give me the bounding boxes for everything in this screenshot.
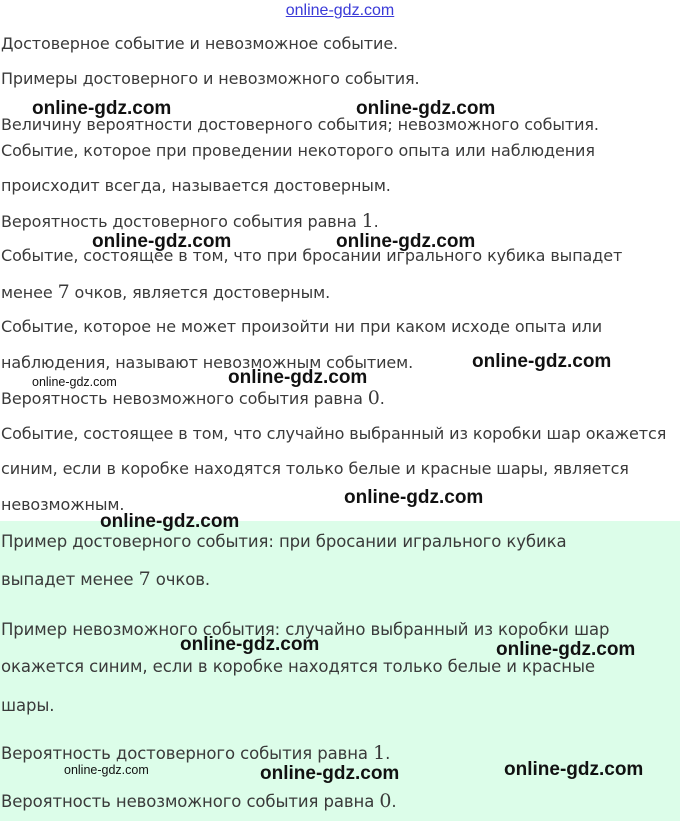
answer-text: Вероятность достоверного события равна (1, 744, 374, 763)
watermark: online-gdz.com (496, 639, 636, 660)
theory-line (1, 282, 330, 303)
math-number: 1 (373, 742, 386, 764)
watermark: online-gdz.com (180, 634, 320, 655)
answer-line (1, 743, 390, 764)
answer-line (1, 791, 397, 812)
theory-text: . (373, 212, 379, 231)
watermark: online-gdz.com (32, 98, 172, 119)
watermark: online-gdz.com (260, 763, 400, 784)
answer-line (1, 569, 210, 590)
watermark: online-gdz.com (356, 98, 496, 119)
answer-line: Пример невозможного события: случайно выбранный из коробки шар (1, 620, 610, 639)
theory-text: Вероятность достоверного события равна (1, 212, 362, 231)
theory-line (1, 388, 385, 409)
answer-text: . (385, 744, 391, 763)
theory-text: менее (1, 283, 58, 302)
theory-line: Событие, которое не может произойти ни при каком исходе опыта или (1, 317, 603, 336)
theory-line: Событие, состоящее в том, что случайно выбранный из коробки шар окажется (1, 424, 667, 443)
answer-text: Вероятность невозможного события равна (1, 792, 380, 811)
answer-text: очков. (150, 570, 211, 589)
theory-line: невозможным. (1, 495, 125, 514)
math-number: 7 (57, 281, 70, 303)
theory-text: . (379, 389, 385, 408)
watermark: online-gdz.com (472, 351, 612, 372)
answer-text: . (391, 792, 397, 811)
math-number: 0 (367, 387, 380, 409)
task-line: Достоверное событие и невозможное событие. (1, 34, 399, 53)
watermark: online-gdz.com (504, 759, 644, 780)
math-number: 7 (138, 568, 151, 590)
site-header (0, 0, 680, 24)
answer-line: Пример достоверного события: при бросании игрального кубика (1, 532, 567, 551)
watermark: online-gdz.com (92, 231, 232, 252)
watermark: online-gdz.com (228, 367, 368, 388)
watermark: online-gdz.com (336, 231, 476, 252)
watermark: online-gdz.com (344, 487, 484, 508)
theory-line: происходит всегда, называется достоверным. (1, 176, 391, 195)
theory-line: Событие, которое при проведении некоторого опыта или наблюдения (1, 141, 595, 160)
theory-text: очков, является достоверным. (69, 283, 331, 302)
math-number: 0 (379, 790, 392, 812)
site-link[interactable]: online-gdz.com (285, 2, 395, 19)
watermark: online-gdz.com (100, 511, 240, 532)
theory-line (1, 211, 379, 232)
theory-text: Вероятность невозможного события равна (1, 389, 368, 408)
watermark: online-gdz.com (64, 763, 149, 777)
watermark: online-gdz.com (32, 375, 117, 389)
answer-line: шары. (1, 696, 55, 715)
task-line: Примеры достоверного и невозможного события. (1, 69, 420, 88)
task-line: Величину вероятности достоверного события; невозможного события. (1, 115, 599, 134)
theory-line: Событие, состоящее в том, что при бросании игрального кубика выпадет (1, 246, 623, 265)
math-number: 1 (361, 210, 374, 232)
answer-line: окажется синим, если в коробке находятся только белые и красные (1, 657, 595, 676)
answer-text: выпадет менее (1, 570, 139, 589)
theory-line: наблюдения, называют невозможным событием. (1, 353, 414, 372)
theory-line: синим, если в коробке находятся только белые и красные шары, является (1, 459, 629, 478)
